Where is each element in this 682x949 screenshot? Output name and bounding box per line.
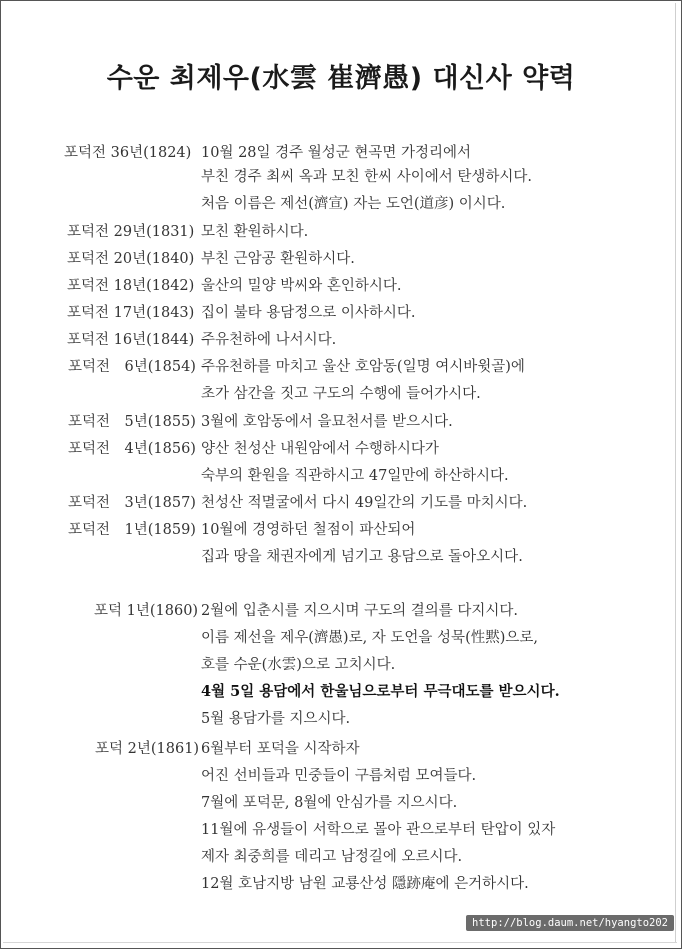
entry-year: 포덕전 18년(1842) bbox=[67, 278, 195, 294]
entry-text-line: 집과 땅을 채권자에게 넘기고 용담으로 돌아오시다. bbox=[201, 549, 523, 565]
entry-text-line: 12월 호남지방 남원 교룡산성 隱跡庵에 은거하시다. bbox=[201, 876, 529, 892]
entry-year: 포덕전 29년(1831) bbox=[67, 224, 195, 240]
entry-year: 포덕전 20년(1840) bbox=[67, 251, 195, 267]
entry-text-line: 4월 5일 용담에서 한울님으로부터 무극대도를 받으시다. bbox=[201, 683, 560, 700]
entry-text-line: 이름 제선을 제우(濟愚)로, 자 도언을 성묵(性黙)으로, bbox=[201, 630, 539, 646]
entry-year: 포덕 2년(1861) bbox=[95, 741, 200, 757]
entry-year: 포덕전 6년(1854) bbox=[68, 359, 196, 375]
entry-text-line: 10월 28일 경주 월성군 현곡면 가정리에서 bbox=[201, 145, 472, 161]
entry-text-line: 집이 불타 용담정으로 이사하시다. bbox=[201, 305, 416, 321]
entry-text-line: 양산 천성산 내원암에서 수행하시다가 bbox=[201, 441, 439, 457]
entry-text-line: 5월 용담가를 지으시다. bbox=[201, 711, 351, 727]
entry-text-line: 어진 선비들과 민중들이 구름처럼 모여들다. bbox=[201, 768, 477, 784]
entry-text-line: 숙부의 환원을 직관하시고 47일만에 하산하시다. bbox=[201, 468, 509, 484]
entry-year: 포덕전 5년(1855) bbox=[68, 414, 196, 430]
entry-year: 포덕전 36년(1824) bbox=[64, 145, 192, 161]
entry-year: 포덕전 17년(1843) bbox=[67, 305, 195, 321]
entry-text-line: 천성산 적멸굴에서 다시 49일간의 기도를 마치시다. bbox=[201, 495, 528, 511]
entry-text-line: 주유천하를 마치고 울산 호암동(일명 여시바윗골)에 bbox=[201, 359, 525, 375]
entry-text-line: 울산의 밀양 박씨와 혼인하시다. bbox=[201, 278, 402, 294]
blog-url-watermark: http://blog.daum.net/hyangto202 bbox=[466, 915, 674, 931]
entry-text-line: 초가 삼간을 짓고 구도의 수행에 들어가시다. bbox=[201, 386, 481, 402]
entry-year: 포덕 1년(1860) bbox=[94, 603, 199, 619]
entry-year: 포덕전 16년(1844) bbox=[67, 332, 195, 348]
entry-text-line: 10월에 경영하던 철점이 파산되어 bbox=[201, 522, 416, 538]
entry-text-line: 제자 최중희를 데리고 남정길에 오르시다. bbox=[201, 849, 463, 865]
entry-year: 포덕전 1년(1859) bbox=[68, 522, 196, 538]
entry-text-line: 호를 수운(水雲)으로 고치시다. bbox=[201, 657, 396, 673]
entry-text-line: 6월부터 포덕을 시작하자 bbox=[201, 741, 360, 757]
entry-text-line: 모친 환원하시다. bbox=[201, 224, 309, 240]
entry-text-line: 11월에 유생들이 서학으로 몰아 관으로부터 탄압이 있자 bbox=[201, 822, 556, 838]
entry-year: 포덕전 4년(1856) bbox=[68, 441, 196, 457]
document-title: 수운 최제우(水雲 崔濟愚) 대신사 약력 bbox=[106, 63, 576, 94]
entry-text-line: 3월에 호암동에서 을묘천서를 받으시다. bbox=[201, 414, 453, 430]
entry-year: 포덕전 3년(1857) bbox=[68, 495, 196, 511]
entry-text-line: 2월에 입춘시를 지으시며 구도의 결의를 다지시다. bbox=[201, 603, 519, 619]
entry-text-line: 부친 근암공 환원하시다. bbox=[201, 251, 355, 267]
entry-text-line: 처음 이름은 제선(濟宣) 자는 도언(道彦) 이시다. bbox=[201, 196, 506, 212]
entry-text-line: 주유천하에 나서시다. bbox=[201, 332, 337, 348]
entry-text-line: 부친 경주 최씨 옥과 모친 한씨 사이에서 탄생하시다. bbox=[201, 169, 533, 185]
entry-text-line: 7월에 포덕문, 8월에 안심가를 지으시다. bbox=[201, 795, 458, 811]
